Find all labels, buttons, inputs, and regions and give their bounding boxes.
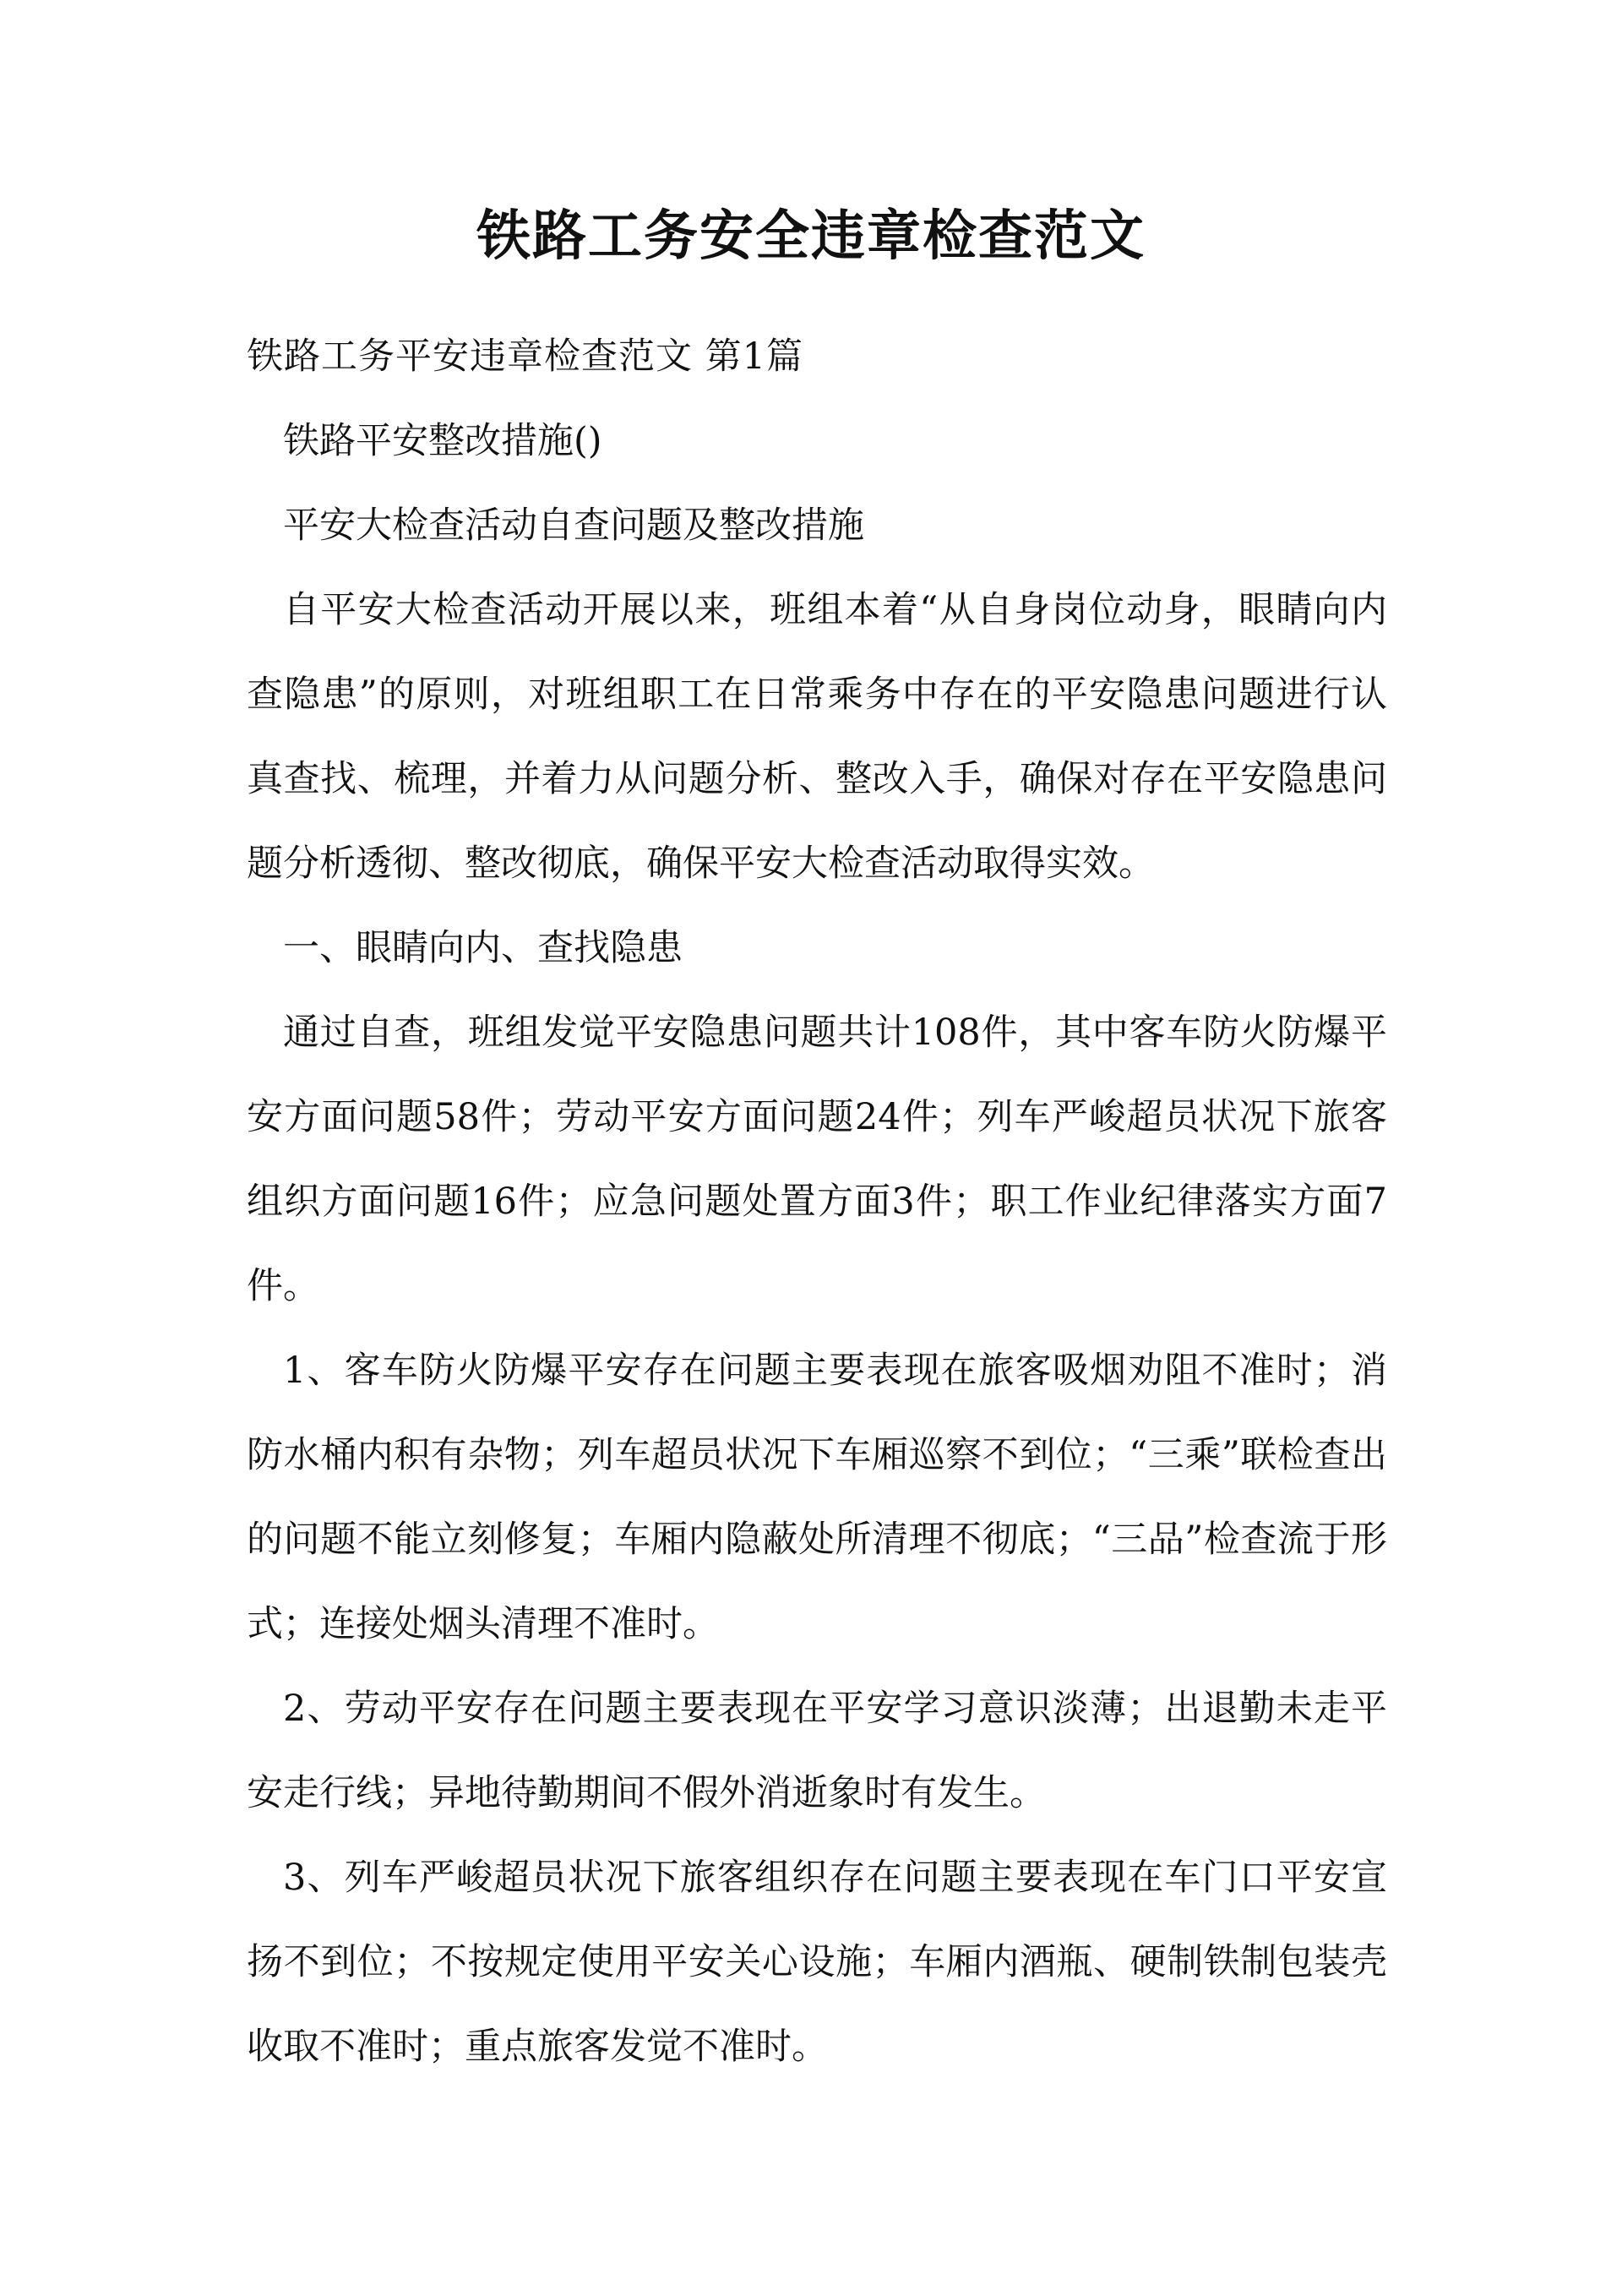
paragraph-7: 2、劳动平安存在问题主要表现在平安学习意识淡薄；出退勤未走平安走行线；异地待勤期间不假外消逝象时有发生。 [247,1688,1387,1814]
document-body [247,314,1387,2089]
paragraph-5: 通过自查，班组发觉平安隐患问题共计108件，其中客车防火防爆平安方面问题58件；劳动平安方面问题24件；列车严峻超员状况下旅客组织方面问题16件；应急问题处置方面3件；职工作业纪律落实方面7件。 [247,1012,1387,1307]
document-title: 铁路工务安全违章检查范文 [476,205,1146,268]
paragraph-2: 平安大检查活动自查问题及整改措施 [283,504,864,547]
paragraph-3: 自平安大检查活动开展以来，班组本着“从自身岗位动身，眼睛向内查隐患”的原则，对班组职工在日常乘务中存在的平安隐患问题进行认真查找、梳理，并着力从问题分析、整改入手，确保对存在平安隐患问题分析透彻、整改彻底，确保平安大检查活动取得实效。 [247,589,1387,885]
paragraph-8: 3、列车严峻超员状况下旅客组织存在问题主要表现在车门口平安宣扬不到位；不按规定使用平安关心设施；车厢内酒瓶、硬制铁制包装壳收取不准时；重点旅客发觉不准时。 [247,1857,1387,2068]
paragraph-1: 铁路平安整改措施() [283,420,602,462]
section-heading: 铁路工务平安违章检查范文 第1篇 [247,335,804,378]
paragraph-4: 一、眼睛向内、查找隐患 [283,927,683,969]
paragraph-6: 1、客车防火防爆平安存在问题主要表现在旅客吸烟劝阻不准时；消防水桶内积有杂物；列车超员状况下车厢巡察不到位；“三乘”联检查出的问题不能立刻修复；车厢内隐蔽处所清理不彻底；“三品”检查流于形式；连接处烟头清理不准时。 [247,1350,1387,1645]
